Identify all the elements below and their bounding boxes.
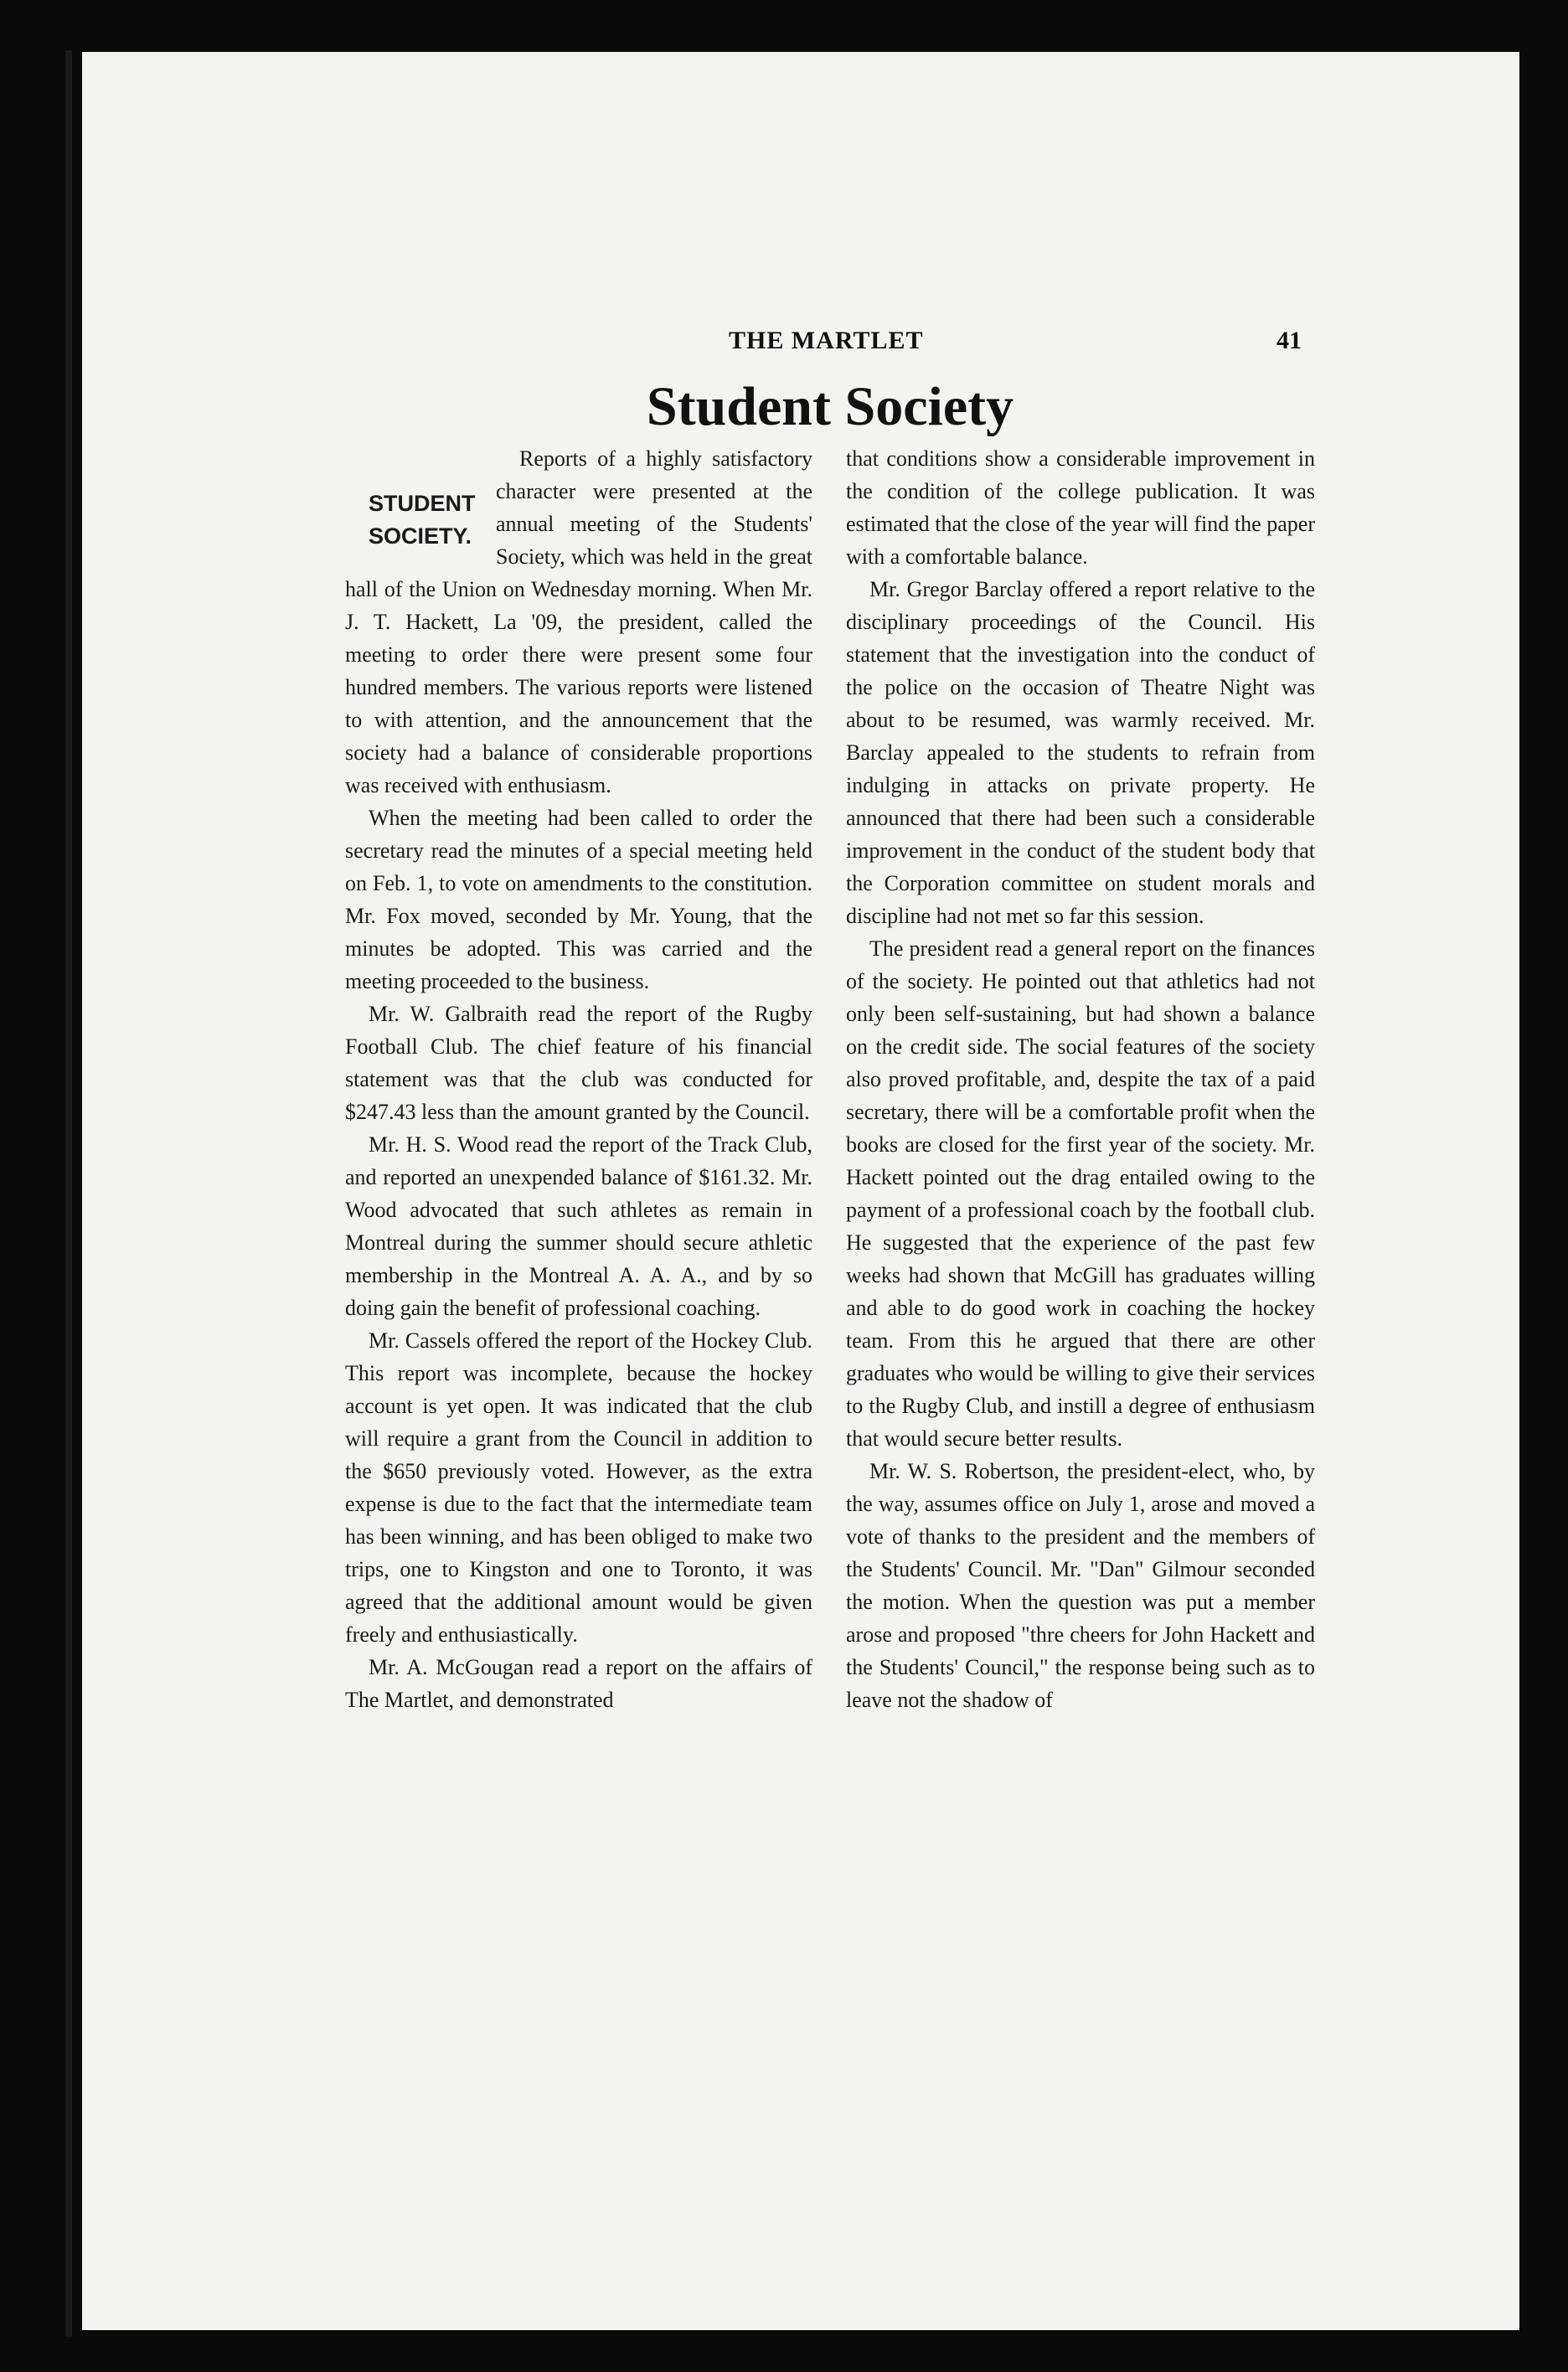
- page-number: 41: [1277, 327, 1302, 354]
- paragraph: Mr. Gregor Barclay offered a report relative to the disciplinary proceedings of the Council. His statement that the investigation into the conduct of the police on the occasion of Theatre Night was about to be resumed, was warmly received. Mr. Barclay appealed to the students to refrain from indulging in attacks on private property. He announced that there had been such a considerable improvement in the conduct of the student body that the Corporation committee on student morals and discipline had not met so far this session.: [846, 577, 1315, 928]
- paragraph: that conditions show a considerable improvement in the condition of the college publication. It was estimated that the close of the year will find the paper with a comfortable balance.: [846, 446, 1315, 569]
- side-heading-line: STUDENT: [369, 491, 476, 516]
- left-column: [345, 442, 812, 1716]
- side-heading-line: SOCIETY.: [369, 523, 472, 549]
- paragraph: Mr. W. Galbraith read the report of the Rugby Football Club. The chief feature of his financial statement was that the club was conducted for $247.43 less than the amount granted by the Council.: [345, 1002, 812, 1124]
- paragraph: Reports of a highly satisfactory character were presented at the annual meeting of the Students' Society, which was held in the great hall of the Union on Wednesday morning. When Mr. J. T. Hackett, La '09, the president, called the meeting to order there were present some four hundred members. The various reports were listened to with attention, and the announcement that the society had a balance of considerable proportions was received with enthusiasm.: [345, 446, 812, 797]
- running-title: THE MARTLET: [729, 327, 924, 354]
- paragraph: When the meeting had been called to order the secretary read the minutes of a special meeting held on Feb. 1, to vote on amendments to the constitution. Mr. Fox moved, seconded by Mr. Young, that the minutes be adopted. This was carried and the meeting proceeded to the business.: [345, 806, 812, 993]
- paragraph: Mr. Cassels offered the report of the Hockey Club. This report was incomplete, because the hockey account is yet open. It was indicated that the club will require a grant from the Council in addition to the $650 previously voted. However, as the extra expense is due to the fact that the intermediate team has been winning, and has been obliged to make two trips, one to Kingston and one to Toronto, it was agreed that the additional amount would be given freely and enthusiastically.: [345, 1328, 812, 1647]
- side-heading: [345, 487, 486, 553]
- paragraph: Mr. H. S. Wood read the report of the Track Club, and reported an unexpended balance of $161.32. Mr. Wood advocated that such athletes as remain in Montreal during the summer should secure athletic membership in the Montreal A. A. A., and by so doing gain the benefit of professional coaching.: [345, 1132, 812, 1320]
- right-column: [846, 442, 1315, 1716]
- paragraph: Mr. A. McGougan read a report on the affairs of The Martlet, and demonstrated: [345, 1655, 812, 1712]
- paragraph: The president read a general report on the finances of the society. He pointed out that athletics had not only been self-sustaining, but had shown a balance on the credit side. The social features of the society also proved profitable, and, despite the tax of a paid secretary, there will be a comfortable profit when the books are closed for the first year of the society. Mr. Hackett pointed out the drag entailed owing to the payment of a professional coach by the football club. He suggested that the experience of the past few weeks had shown that McGill has graduates willing and able to do good work in coaching the hockey team. From this he argued that there are other graduates who would be willing to give their services to the Rugby Club, and instill a degree of enthusiasm that would secure better results.: [846, 936, 1315, 1451]
- paragraph: Mr. W. S. Robertson, the president-elect, who, by the way, assumes office on July 1, arose and moved a vote of thanks to the president and the members of the Students' Council. Mr. "Dan" Gilmour seconded the motion. When the question was put a member arose and proposed "thre cheers for John Hackett and the Students' Council," the response being such as to leave not the shadow of: [846, 1459, 1315, 1712]
- article-title: Student Society: [646, 376, 1014, 437]
